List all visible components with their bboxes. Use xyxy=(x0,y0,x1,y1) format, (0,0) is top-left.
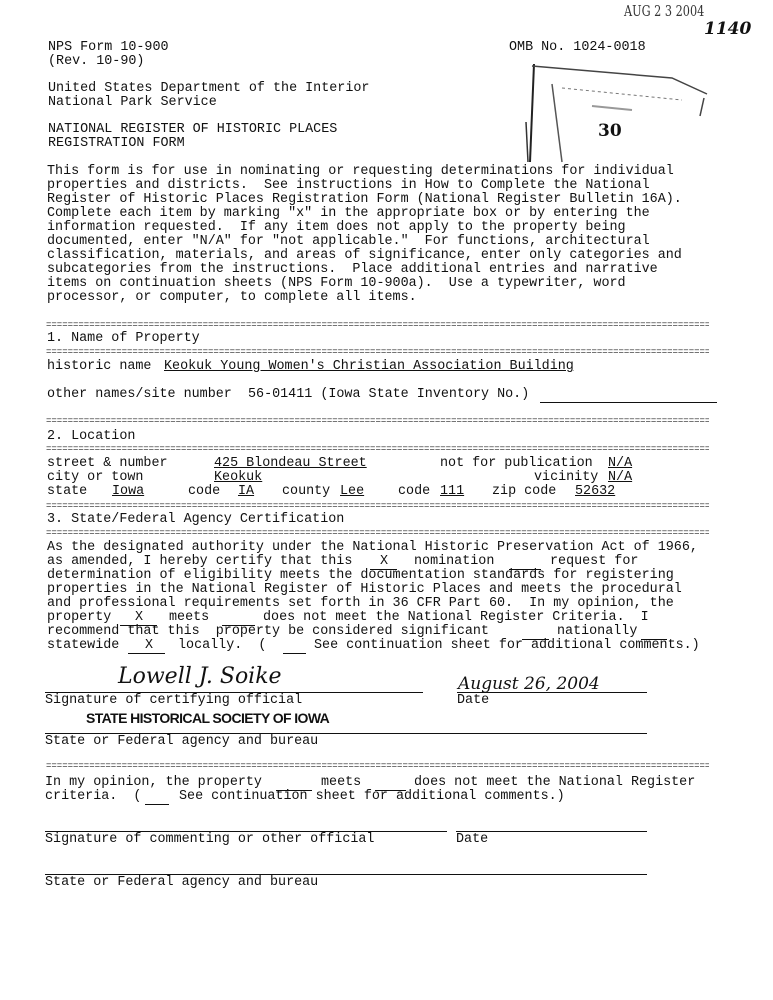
commenting-date-label: Date xyxy=(456,832,489,847)
signature-label: Signature of certifying official xyxy=(45,693,303,708)
handwritten-number: 1140 xyxy=(704,19,752,39)
county-code-label: code xyxy=(398,484,431,499)
county-code-value[interactable]: 111 xyxy=(440,484,465,499)
statewide-blank xyxy=(128,653,165,654)
continuation-blank[interactable] xyxy=(283,653,306,654)
cert-line: recommend that this property be considered significant xyxy=(47,624,489,639)
commenting-agency-label: State or Federal agency and bureau xyxy=(45,875,319,890)
form-title: NATIONAL REGISTER OF HISTORIC PLACES xyxy=(48,122,338,137)
street-label: street & number xyxy=(47,456,168,471)
county-value[interactable]: Lee xyxy=(340,484,365,499)
zip-label: zip code xyxy=(492,484,557,499)
county-label: county xyxy=(282,484,331,499)
state-label: state xyxy=(47,484,88,499)
meets-mark[interactable]: X xyxy=(135,610,144,625)
cert-line: statewide xyxy=(47,638,120,653)
separator-rule xyxy=(46,349,709,355)
intro-line: documented, enter "N/A" for "not applicable." For functions, architectural xyxy=(47,234,650,249)
city-label: city or town xyxy=(47,470,144,485)
statewide-mark[interactable]: X xyxy=(145,638,154,653)
opinion-line: In my opinion, the property xyxy=(45,775,262,790)
intro-line: classification, materials, and areas of significance, enter only categories and xyxy=(47,248,682,263)
cert-line: nomination xyxy=(414,554,495,569)
department: United States Department of the Interior xyxy=(48,81,370,96)
historic-name-value[interactable]: Keokuk Young Women's Christian Association Building xyxy=(164,359,574,374)
not-for-publication-value[interactable]: N/A xyxy=(608,456,633,471)
historic-name-label: historic name xyxy=(47,359,152,374)
form-number: NPS Form 10-900 xyxy=(48,40,169,55)
cert-line: and professional requirements set forth in 36 CFR Part 60. In my opinion, the xyxy=(47,596,674,611)
separator-rule xyxy=(46,763,709,769)
intro-line: This form is for use in nominating or requesting determinations for individual xyxy=(47,164,674,179)
other-names-line xyxy=(540,402,717,403)
separator-rule xyxy=(46,503,709,509)
other-names-value[interactable]: 56-01411 (Iowa State Inventory No.) xyxy=(248,387,530,402)
intro-line: Register of Historic Places Registration Form (National Register Bulletin 16A). xyxy=(47,192,682,207)
date-handwritten: August 26, 2004 xyxy=(458,674,600,694)
cert-line: request for xyxy=(550,554,639,569)
vicinity-label: vicinity xyxy=(534,470,599,485)
certifying-signature: Lowell J. Soike xyxy=(118,664,282,689)
not-for-publication-label: not for publication xyxy=(440,456,593,471)
intro-line: processor, or computer, to complete all items. xyxy=(47,290,417,305)
city-value[interactable]: Keokuk xyxy=(214,470,263,485)
state-code-label: code xyxy=(188,484,221,499)
separator-rule xyxy=(46,418,709,424)
cert-line: does not meet the National Register Criteria. I xyxy=(263,610,649,625)
separator-rule xyxy=(46,530,709,536)
section-heading-location: 2. Location xyxy=(47,429,136,444)
date-label: Date xyxy=(457,693,490,708)
cert-line: meets xyxy=(169,610,210,625)
cert-line: As the designated authority under the National Historic Preservation Act of 1966, xyxy=(47,540,698,555)
intro-line: subcategories from the instructions. Place additional entries and narrative xyxy=(47,262,658,277)
form-revision: (Rev. 10-90) xyxy=(48,54,145,69)
stamp-box-number: 30 xyxy=(598,121,622,141)
agency-stamp: STATE HISTORICAL SOCIETY OF IOWA xyxy=(86,710,330,726)
opinion-line: criteria. ( xyxy=(45,789,142,804)
cert-line: property xyxy=(47,610,112,625)
section-heading-name: 1. Name of Property xyxy=(47,331,200,346)
separator-rule xyxy=(46,322,709,328)
intro-line: items on continuation sheets (NPS Form 10-900a). Use a typewriter, word xyxy=(47,276,626,291)
zip-value[interactable]: 52632 xyxy=(575,484,616,499)
cert-line: properties in the National Register of Historic Places and meets the procedural xyxy=(47,582,682,597)
service: National Park Service xyxy=(48,95,217,110)
received-date-stamp: AUG 2 3 2004 xyxy=(624,2,705,20)
state-value[interactable]: Iowa xyxy=(112,484,145,499)
opinion-line: meets xyxy=(321,775,362,790)
cert-line: See continuation sheet for additional comments.) xyxy=(314,638,700,653)
vicinity-value[interactable]: N/A xyxy=(608,470,633,485)
street-value[interactable]: 425 Blondeau Street xyxy=(214,456,367,471)
intro-line: Complete each item by marking "x" in the appropriate box or by entering the xyxy=(47,206,650,221)
separator-rule xyxy=(46,446,709,452)
cert-line: nationally xyxy=(557,624,638,639)
received-stamp-box xyxy=(522,62,712,172)
other-names-label: other names/site number xyxy=(47,387,232,402)
intro-line: properties and districts. See instructions in How to Complete the National xyxy=(47,178,650,193)
section-heading-certification: 3. State/Federal Agency Certification xyxy=(47,512,345,527)
cert-line: locally. ( xyxy=(178,638,267,653)
cert-line: determination of eligibility meets the documentation standards for registering xyxy=(47,568,674,583)
agency-label: State or Federal agency and bureau xyxy=(45,734,319,749)
intro-line: information requested. If any item does not apply to the property being xyxy=(47,220,626,235)
nomination-mark[interactable]: X xyxy=(380,554,389,569)
opinion-line: See continuation sheet for additional comments.) xyxy=(179,789,565,804)
state-code-value[interactable]: IA xyxy=(238,484,255,499)
omb-number: OMB No. 1024-0018 xyxy=(509,40,646,55)
commenting-signature-label: Signature of commenting or other official xyxy=(45,832,375,847)
form-subtitle: REGISTRATION FORM xyxy=(48,136,185,151)
stamp-box-lines xyxy=(522,62,712,172)
opinion-continuation-blank[interactable] xyxy=(145,804,169,805)
cert-line: as amended, I hereby certify that this xyxy=(47,554,353,569)
opinion-line: does not meet the National Register xyxy=(414,775,696,790)
